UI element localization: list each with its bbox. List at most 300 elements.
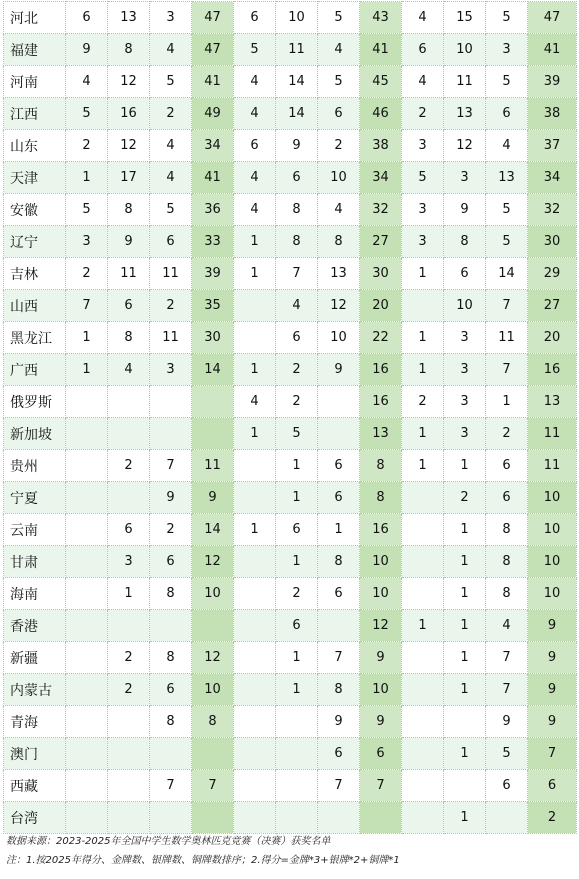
medal-count-cell: 1 — [276, 450, 318, 482]
province-name-cell: 澳门 — [4, 738, 66, 770]
score-cell: 47 — [192, 2, 234, 34]
medal-count-cell: 6 — [234, 130, 276, 162]
medal-count-cell: 1 — [276, 642, 318, 674]
medal-count-cell: 10 — [318, 162, 360, 194]
medal-count-cell — [234, 706, 276, 738]
medal-count-cell: 1 — [402, 258, 444, 290]
province-name-cell: 台湾 — [4, 802, 66, 834]
medal-count-cell: 8 — [108, 322, 150, 354]
medal-count-cell: 1 — [234, 354, 276, 386]
medal-count-cell: 7 — [150, 450, 192, 482]
medal-count-cell: 14 — [276, 66, 318, 98]
ranking-remark-note: 注：1.按2025年得分、金牌数、银牌数、铜牌数排序；2.得分=金牌*3+银牌*2+铜牌*1 — [6, 855, 400, 866]
medal-count-cell: 8 — [486, 514, 528, 546]
medal-count-cell — [234, 578, 276, 610]
medal-count-cell: 12 — [108, 130, 150, 162]
medal-count-cell: 2 — [486, 418, 528, 450]
medal-count-cell: 10 — [276, 2, 318, 34]
score-cell: 11 — [528, 418, 577, 450]
medal-count-cell: 2 — [276, 354, 318, 386]
medal-count-cell: 7 — [318, 642, 360, 674]
medal-count-cell — [66, 450, 108, 482]
medal-count-cell — [402, 290, 444, 322]
medal-count-cell: 1 — [234, 514, 276, 546]
medal-count-cell — [150, 802, 192, 834]
medal-count-cell — [486, 802, 528, 834]
medal-count-cell — [402, 482, 444, 514]
medal-count-cell — [234, 738, 276, 770]
medal-count-cell: 8 — [486, 546, 528, 578]
medal-count-cell: 2 — [276, 386, 318, 418]
score-cell: 11 — [192, 450, 234, 482]
medal-count-cell — [66, 546, 108, 578]
medal-count-cell: 7 — [486, 642, 528, 674]
medal-count-cell: 8 — [108, 194, 150, 226]
medal-count-cell: 8 — [150, 706, 192, 738]
medal-count-cell: 5 — [486, 66, 528, 98]
score-cell: 32 — [528, 194, 577, 226]
score-cell: 10 — [360, 578, 402, 610]
medal-count-cell: 6 — [276, 610, 318, 642]
medal-count-cell — [108, 770, 150, 802]
score-cell: 10 — [360, 546, 402, 578]
score-cell: 30 — [360, 258, 402, 290]
table-row — [4, 450, 577, 482]
score-cell: 12 — [360, 610, 402, 642]
medal-count-cell: 2 — [108, 450, 150, 482]
medal-count-cell: 3 — [402, 226, 444, 258]
score-cell: 20 — [528, 322, 577, 354]
medal-count-cell: 3 — [402, 130, 444, 162]
medal-count-cell: 3 — [150, 354, 192, 386]
score-cell: 9 — [528, 674, 577, 706]
medal-count-cell — [66, 642, 108, 674]
table-row — [4, 162, 577, 194]
medal-count-cell — [108, 482, 150, 514]
medal-count-cell — [234, 642, 276, 674]
table-row — [4, 322, 577, 354]
medal-count-cell: 8 — [444, 226, 486, 258]
score-cell: 47 — [192, 34, 234, 66]
medal-count-cell: 6 — [486, 98, 528, 130]
medal-count-cell: 12 — [444, 130, 486, 162]
medal-count-cell — [234, 802, 276, 834]
medal-count-cell: 5 — [66, 98, 108, 130]
medal-count-cell: 4 — [318, 34, 360, 66]
medal-count-cell: 1 — [66, 162, 108, 194]
table-row — [4, 98, 577, 130]
medal-count-cell: 9 — [66, 34, 108, 66]
province-name-cell: 广西 — [4, 354, 66, 386]
score-cell: 29 — [528, 258, 577, 290]
score-cell: 41 — [192, 162, 234, 194]
medal-count-cell: 1 — [66, 322, 108, 354]
medal-count-cell: 4 — [66, 66, 108, 98]
province-name-cell: 内蒙古 — [4, 674, 66, 706]
score-cell: 35 — [192, 290, 234, 322]
score-cell: 39 — [192, 258, 234, 290]
medal-count-cell — [66, 706, 108, 738]
medal-count-cell: 1 — [402, 418, 444, 450]
medal-count-cell: 1 — [402, 354, 444, 386]
score-cell: 9 — [360, 706, 402, 738]
medal-count-cell: 2 — [276, 578, 318, 610]
medal-count-cell: 3 — [444, 418, 486, 450]
medal-count-cell: 4 — [402, 66, 444, 98]
medal-count-cell: 12 — [108, 66, 150, 98]
medal-count-cell: 1 — [444, 514, 486, 546]
medal-count-cell: 4 — [150, 162, 192, 194]
table-notes — [6, 832, 572, 870]
medal-count-cell — [402, 642, 444, 674]
province-name-cell: 江西 — [4, 98, 66, 130]
medal-count-cell — [108, 738, 150, 770]
score-cell: 6 — [528, 770, 577, 802]
score-cell: 37 — [528, 130, 577, 162]
table-row — [4, 738, 577, 770]
table-row — [4, 514, 577, 546]
province-name-cell: 安徽 — [4, 194, 66, 226]
medal-count-cell: 6 — [318, 482, 360, 514]
medal-count-cell: 6 — [318, 578, 360, 610]
medal-count-cell — [276, 706, 318, 738]
medal-count-cell — [108, 418, 150, 450]
score-cell: 9 — [528, 642, 577, 674]
medal-count-cell: 13 — [318, 258, 360, 290]
table-row — [4, 706, 577, 738]
medal-count-cell: 12 — [318, 290, 360, 322]
medal-count-cell: 3 — [444, 322, 486, 354]
medal-count-cell — [276, 802, 318, 834]
province-name-cell: 西藏 — [4, 770, 66, 802]
score-cell: 34 — [192, 130, 234, 162]
medal-count-cell: 5 — [150, 66, 192, 98]
score-cell: 34 — [360, 162, 402, 194]
score-cell: 39 — [528, 66, 577, 98]
score-cell: 6 — [360, 738, 402, 770]
medal-count-cell — [66, 770, 108, 802]
medal-count-cell: 2 — [318, 130, 360, 162]
score-cell: 9 — [192, 482, 234, 514]
medal-count-cell — [66, 418, 108, 450]
medal-count-cell: 2 — [402, 386, 444, 418]
medal-count-cell: 8 — [486, 578, 528, 610]
medal-count-cell: 7 — [276, 258, 318, 290]
medal-count-cell: 6 — [486, 450, 528, 482]
score-cell: 32 — [360, 194, 402, 226]
score-cell: 38 — [528, 98, 577, 130]
medal-count-cell: 3 — [444, 162, 486, 194]
medal-count-cell: 6 — [108, 290, 150, 322]
score-cell: 34 — [528, 162, 577, 194]
medal-count-cell — [234, 482, 276, 514]
score-cell: 20 — [360, 290, 402, 322]
table-row — [4, 610, 577, 642]
medal-count-cell — [402, 738, 444, 770]
medal-count-cell: 9 — [276, 130, 318, 162]
medal-count-cell — [108, 386, 150, 418]
score-cell — [192, 610, 234, 642]
medal-count-cell — [402, 546, 444, 578]
score-cell: 14 — [192, 354, 234, 386]
score-cell: 13 — [528, 386, 577, 418]
score-cell: 16 — [528, 354, 577, 386]
medal-count-cell: 8 — [276, 194, 318, 226]
medal-count-cell: 13 — [108, 2, 150, 34]
medal-count-cell: 4 — [108, 354, 150, 386]
medal-count-cell: 1 — [444, 802, 486, 834]
medal-count-cell: 1 — [66, 354, 108, 386]
medal-count-cell — [66, 386, 108, 418]
table-row — [4, 674, 577, 706]
score-cell: 13 — [360, 418, 402, 450]
score-cell: 27 — [360, 226, 402, 258]
medal-count-cell — [276, 770, 318, 802]
province-name-cell: 俄罗斯 — [4, 386, 66, 418]
medal-count-cell — [402, 706, 444, 738]
medal-count-cell: 7 — [486, 674, 528, 706]
medal-count-cell: 14 — [486, 258, 528, 290]
medal-count-cell: 11 — [150, 258, 192, 290]
score-cell: 30 — [192, 322, 234, 354]
medal-count-cell: 8 — [318, 226, 360, 258]
score-cell: 16 — [360, 514, 402, 546]
province-name-cell: 甘肃 — [4, 546, 66, 578]
medal-count-cell: 9 — [108, 226, 150, 258]
medal-count-cell: 8 — [150, 578, 192, 610]
medal-count-cell: 4 — [318, 194, 360, 226]
table-row — [4, 354, 577, 386]
medal-count-cell: 1 — [402, 450, 444, 482]
medal-count-cell — [234, 770, 276, 802]
medal-count-cell: 7 — [318, 770, 360, 802]
medal-count-cell: 11 — [444, 66, 486, 98]
medal-count-cell: 6 — [444, 258, 486, 290]
medal-count-cell: 2 — [150, 98, 192, 130]
medal-count-cell: 1 — [318, 514, 360, 546]
score-cell: 9 — [528, 706, 577, 738]
medal-count-cell — [402, 674, 444, 706]
medal-count-cell: 4 — [234, 162, 276, 194]
table-row — [4, 546, 577, 578]
medal-count-cell: 1 — [402, 610, 444, 642]
medal-count-cell: 4 — [234, 98, 276, 130]
medal-count-cell: 6 — [318, 450, 360, 482]
medal-count-cell: 6 — [150, 546, 192, 578]
medal-count-cell: 5 — [66, 194, 108, 226]
medal-count-cell: 7 — [66, 290, 108, 322]
score-cell: 10 — [360, 674, 402, 706]
score-cell: 7 — [360, 770, 402, 802]
score-cell: 43 — [360, 2, 402, 34]
score-cell: 10 — [528, 578, 577, 610]
province-name-cell: 海南 — [4, 578, 66, 610]
medal-count-cell: 9 — [444, 194, 486, 226]
medal-count-cell: 1 — [234, 226, 276, 258]
medal-count-cell — [318, 802, 360, 834]
medal-count-cell: 6 — [486, 770, 528, 802]
medal-count-cell: 4 — [234, 66, 276, 98]
medal-count-cell: 1 — [444, 450, 486, 482]
medal-count-cell: 1 — [234, 258, 276, 290]
medal-table — [3, 1, 577, 834]
medal-count-cell: 1 — [234, 418, 276, 450]
medal-count-cell — [150, 738, 192, 770]
medal-count-cell: 11 — [150, 322, 192, 354]
medal-count-cell — [234, 674, 276, 706]
medal-count-cell: 6 — [66, 2, 108, 34]
medal-count-cell — [402, 802, 444, 834]
table-row — [4, 578, 577, 610]
medal-count-cell: 6 — [276, 514, 318, 546]
medal-count-cell: 6 — [276, 322, 318, 354]
medal-count-cell: 1 — [444, 578, 486, 610]
table-row — [4, 258, 577, 290]
table-row — [4, 482, 577, 514]
score-cell — [192, 802, 234, 834]
medal-count-cell — [402, 514, 444, 546]
medal-count-cell: 11 — [276, 34, 318, 66]
province-name-cell: 新加坡 — [4, 418, 66, 450]
score-cell: 10 — [192, 674, 234, 706]
table-body — [4, 2, 577, 834]
medal-count-cell: 1 — [444, 610, 486, 642]
score-cell: 2 — [528, 802, 577, 834]
medal-count-cell: 1 — [276, 482, 318, 514]
medal-count-cell — [66, 738, 108, 770]
medal-count-cell — [234, 450, 276, 482]
medal-count-cell — [444, 770, 486, 802]
medal-count-cell: 6 — [318, 98, 360, 130]
province-name-cell: 云南 — [4, 514, 66, 546]
medal-count-cell — [66, 578, 108, 610]
score-cell: 47 — [528, 2, 577, 34]
medal-count-cell — [234, 546, 276, 578]
medal-count-cell: 6 — [234, 2, 276, 34]
medal-count-cell: 6 — [108, 514, 150, 546]
medal-count-cell: 13 — [486, 162, 528, 194]
medal-count-cell: 3 — [486, 34, 528, 66]
medal-count-cell: 3 — [150, 2, 192, 34]
score-cell — [360, 802, 402, 834]
province-name-cell: 青海 — [4, 706, 66, 738]
medal-count-cell: 8 — [108, 34, 150, 66]
score-cell: 14 — [192, 514, 234, 546]
medal-count-cell — [276, 738, 318, 770]
province-name-cell: 辽宁 — [4, 226, 66, 258]
score-cell: 11 — [528, 450, 577, 482]
table-row — [4, 34, 577, 66]
medal-count-cell: 1 — [108, 578, 150, 610]
medal-count-cell: 4 — [150, 130, 192, 162]
score-cell: 16 — [360, 354, 402, 386]
medal-count-cell: 16 — [108, 98, 150, 130]
province-name-cell: 香港 — [4, 610, 66, 642]
province-name-cell: 黑龙江 — [4, 322, 66, 354]
province-name-cell: 河北 — [4, 2, 66, 34]
province-name-cell: 宁夏 — [4, 482, 66, 514]
medal-count-cell: 6 — [276, 162, 318, 194]
medal-count-cell: 5 — [486, 738, 528, 770]
medal-count-cell — [150, 386, 192, 418]
medal-count-cell: 17 — [108, 162, 150, 194]
score-cell: 36 — [192, 194, 234, 226]
score-cell — [192, 386, 234, 418]
medal-count-cell — [318, 610, 360, 642]
medal-count-cell: 15 — [444, 2, 486, 34]
medal-count-cell — [108, 610, 150, 642]
medal-count-cell — [66, 514, 108, 546]
medal-count-cell: 1 — [486, 386, 528, 418]
medal-count-cell: 3 — [402, 194, 444, 226]
province-name-cell: 吉林 — [4, 258, 66, 290]
score-cell: 8 — [192, 706, 234, 738]
medal-count-cell — [66, 482, 108, 514]
medal-count-cell: 2 — [150, 290, 192, 322]
medal-count-cell — [66, 610, 108, 642]
medal-count-cell — [150, 418, 192, 450]
score-cell: 10 — [528, 546, 577, 578]
medal-count-cell: 1 — [276, 546, 318, 578]
score-cell: 7 — [528, 738, 577, 770]
medal-count-cell: 5 — [276, 418, 318, 450]
score-cell: 30 — [528, 226, 577, 258]
medal-count-cell: 9 — [318, 706, 360, 738]
medal-count-cell — [318, 418, 360, 450]
score-cell: 7 — [192, 770, 234, 802]
medal-count-cell — [66, 674, 108, 706]
medal-count-cell — [234, 322, 276, 354]
medal-count-cell — [444, 706, 486, 738]
score-cell — [192, 738, 234, 770]
medal-count-cell — [402, 578, 444, 610]
medal-table-container — [3, 1, 576, 834]
table-row — [4, 290, 577, 322]
medal-count-cell: 4 — [234, 386, 276, 418]
medal-count-cell: 8 — [276, 226, 318, 258]
score-cell: 12 — [192, 642, 234, 674]
medal-count-cell — [234, 290, 276, 322]
medal-count-cell — [150, 610, 192, 642]
medal-count-cell: 7 — [486, 354, 528, 386]
medal-count-cell: 1 — [444, 674, 486, 706]
medal-count-cell: 4 — [234, 194, 276, 226]
medal-count-cell: 4 — [276, 290, 318, 322]
medal-count-cell — [234, 610, 276, 642]
medal-count-cell: 8 — [318, 546, 360, 578]
medal-count-cell: 4 — [150, 34, 192, 66]
table-row — [4, 802, 577, 834]
medal-count-cell: 4 — [486, 130, 528, 162]
medal-count-cell: 14 — [276, 98, 318, 130]
medal-count-cell: 5 — [486, 2, 528, 34]
medal-count-cell: 3 — [444, 386, 486, 418]
table-row — [4, 226, 577, 258]
score-cell: 10 — [528, 482, 577, 514]
table-row — [4, 66, 577, 98]
province-name-cell: 新疆 — [4, 642, 66, 674]
score-cell: 46 — [360, 98, 402, 130]
score-cell: 12 — [192, 546, 234, 578]
province-name-cell: 河南 — [4, 66, 66, 98]
province-name-cell: 贵州 — [4, 450, 66, 482]
score-cell — [192, 418, 234, 450]
score-cell: 9 — [360, 642, 402, 674]
score-cell: 16 — [360, 386, 402, 418]
medal-count-cell: 9 — [486, 706, 528, 738]
medal-count-cell: 10 — [318, 322, 360, 354]
medal-count-cell: 7 — [486, 290, 528, 322]
